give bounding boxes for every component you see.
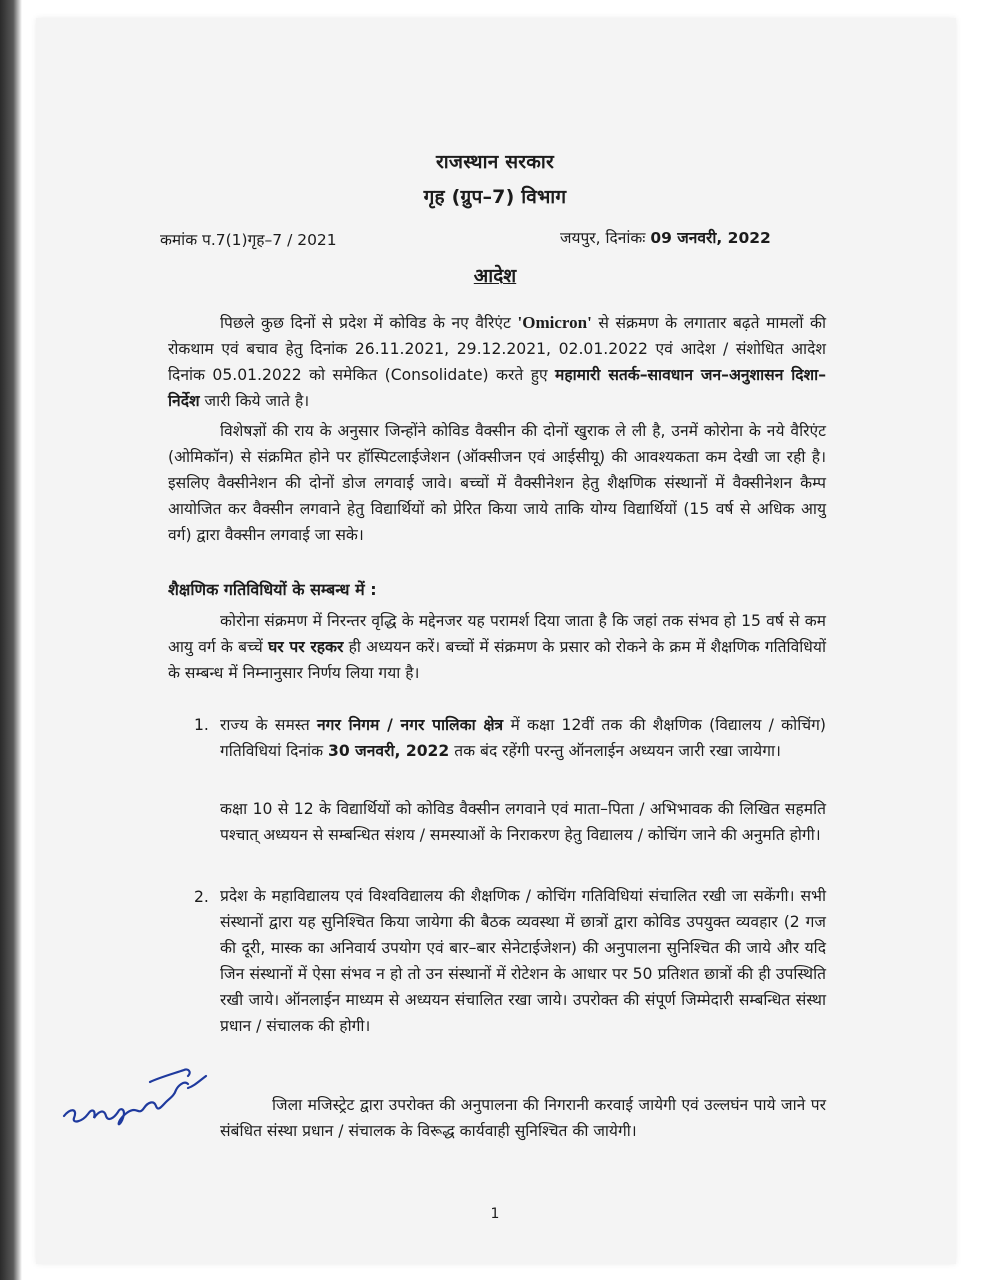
para1-text-c: जारी किये जाते है।	[204, 392, 310, 410]
signature-scribble	[58, 1058, 228, 1138]
place-date-prefix: जयपुर, दिनांकः	[560, 229, 646, 247]
para1-text-b: से संक्रमण के लगातार बढ़ते मामलों की रोकथाम एवं बचाव हेतु दिनांक 26.11.2021, 29.12.2021, 02.01.2022 एवं आदेश / संशोधित आदेश दिनांक 05.01.2022 को समेकित (Consolidate) करते हुए	[168, 314, 826, 384]
paragraph-education	[168, 608, 826, 686]
paragraph-vaccination: विशेषज्ञों की राय के अनुसार जिन्होंने कोविड वैक्सीन की दोनों खुराक ले ली है, उनमें कोरोना के नये वैरिएंट (ओमिकॉन) से संक्रमित होने पर हॉस्पिटलाईजेशन (ऑक्सीजन एवं आईसीयू) की आवश्यकता कम देखी जा रही है। इसलिए वैक्सीनेशन की दोनों डोज लगवाई जावे। बच्चों में वैक्सीनेशन हेतु शैक्षणिक संस्थानों में वैक्सीनेशन कैम्प आयोजित कर वैक्सीन लगवाने हेतु विद्यार्थियों को प्रेरित किया जाये ताकि योग्य विद्यार्थियों (15 वर्ष से अधिक आयु वर्ग) द्वारा वैक्सीन लगवाई जा सके।	[168, 422, 826, 544]
department-title: गृह (ग्रुप–7) विभाग	[423, 186, 567, 208]
list-item-2: प्रदेश के महाविद्यालय एवं विश्वविद्यालय की शैक्षणिक / कोचिंग गतिविधियां संचालित रखी जा सकेंगी। सभी संस्थानों द्वारा यह सुनिश्चित किया जायेगा की बैठक व्यवस्था में छात्रों द्वारा कोविड उपयुक्त व्यवहार (2 गज की दूरी, मास्क का अनिवार्य उपयोग एवं बार–बार सेनेटाईजेशन) की अनुपालना सुनिश्चित की जाये और यदि जिन संस्थानों में ऐसा संभव न हो तो उन संस्थानों में रोटेशन के आधार पर 50 प्रतिशत छात्रों की ही उपस्थिति रखी जाये। ऑनलाईन माध्यम से अध्ययन संचालित रखा जाये। उपरोक्त की संपूर्ण जिम्मेदारी सम्बन्धित संस्था प्रधान / संचालक की होगी।	[220, 887, 826, 1035]
list-item-1-subparagraph: कक्षा 10 से 12 के विद्यार्थियों को कोविड वैक्सीन लगवाने एवं माता–पिता / अभिभावक की लिखित सहमति पश्चात् अध्ययन से सम्बन्धित संशय / समस्याओं के निराकरण हेतु विद्यालय / कोचिंग जाने की अनुमति होगी।	[220, 800, 826, 844]
item1-text-c: तक बंद रहेंगी परन्तु ऑनलाईन अध्ययन जारी रखा जायेगा।	[454, 742, 781, 760]
order-date: 09 जनवरी, 2022	[650, 229, 771, 247]
section-heading-education: शैक्षणिक गतिविधियों के सम्बन्ध में :	[168, 580, 377, 599]
para3-text-b: ही अध्ययन करें। बच्चों में संक्रमण के प्रसार को रोकने के क्रम में शैक्षणिक गतिविधियों के सम्बन्ध में निम्नानुसार निर्णय लिया गया है।	[168, 638, 826, 682]
handwritten-initials	[58, 1058, 228, 1138]
page-number: 1	[490, 1206, 500, 1222]
guidelines-title: महामारी सतर्क–सावधान जन–अनुशासन दिशा–निर्देश	[168, 366, 826, 410]
order-heading: आदेश	[473, 265, 517, 287]
paragraph-intro	[168, 310, 826, 414]
reference-number: कमांक प.7(1)गृह–7 / 2021	[160, 231, 337, 249]
place-date	[560, 226, 771, 248]
list-item-1	[220, 712, 826, 764]
item1-bold-date: 30 जनवरी, 2022	[328, 742, 450, 760]
list-item-2-number: 2.	[194, 888, 209, 906]
list-item-1-number: 1.	[194, 716, 209, 734]
para3-text-a: कोरोना संक्रमण में निरन्तर वृद्धि के मद्देनजर यह परामर्श दिया जाता है कि जहां तक संभव हो 15 वर्ष से कम आयु वर्ग के बच्चें	[168, 612, 826, 656]
government-title: राजस्थान सरकार	[436, 151, 554, 173]
stay-home-text: घर पर रहकर	[268, 638, 344, 656]
paragraph-enforcement: जिला मजिस्ट्रेट द्वारा उपरोक्त की अनुपालना की निगरानी करवाई जायेगी एवं उल्लघंन पाये जाने पर संबंधित संस्था प्रधान / संचालक के विरूद्ध कार्यवाही सुनिश्चित की जायेगी।	[220, 1096, 826, 1140]
variant-name: 'Omicron'	[517, 313, 592, 332]
item1-bold-area: नगर निगम / नगर पालिका क्षेत्र	[317, 716, 504, 734]
item1-text-a: राज्य के समस्त	[220, 716, 310, 734]
item1-text-b: में कक्षा 12वीं तक की शैक्षणिक (विद्यालय / कोचिंग) गतिविधियां दिनांक	[220, 716, 826, 760]
para1-text-a: पिछले कुछ दिनों से प्रदेश में कोविड के नए वैरिएंट	[220, 314, 511, 332]
